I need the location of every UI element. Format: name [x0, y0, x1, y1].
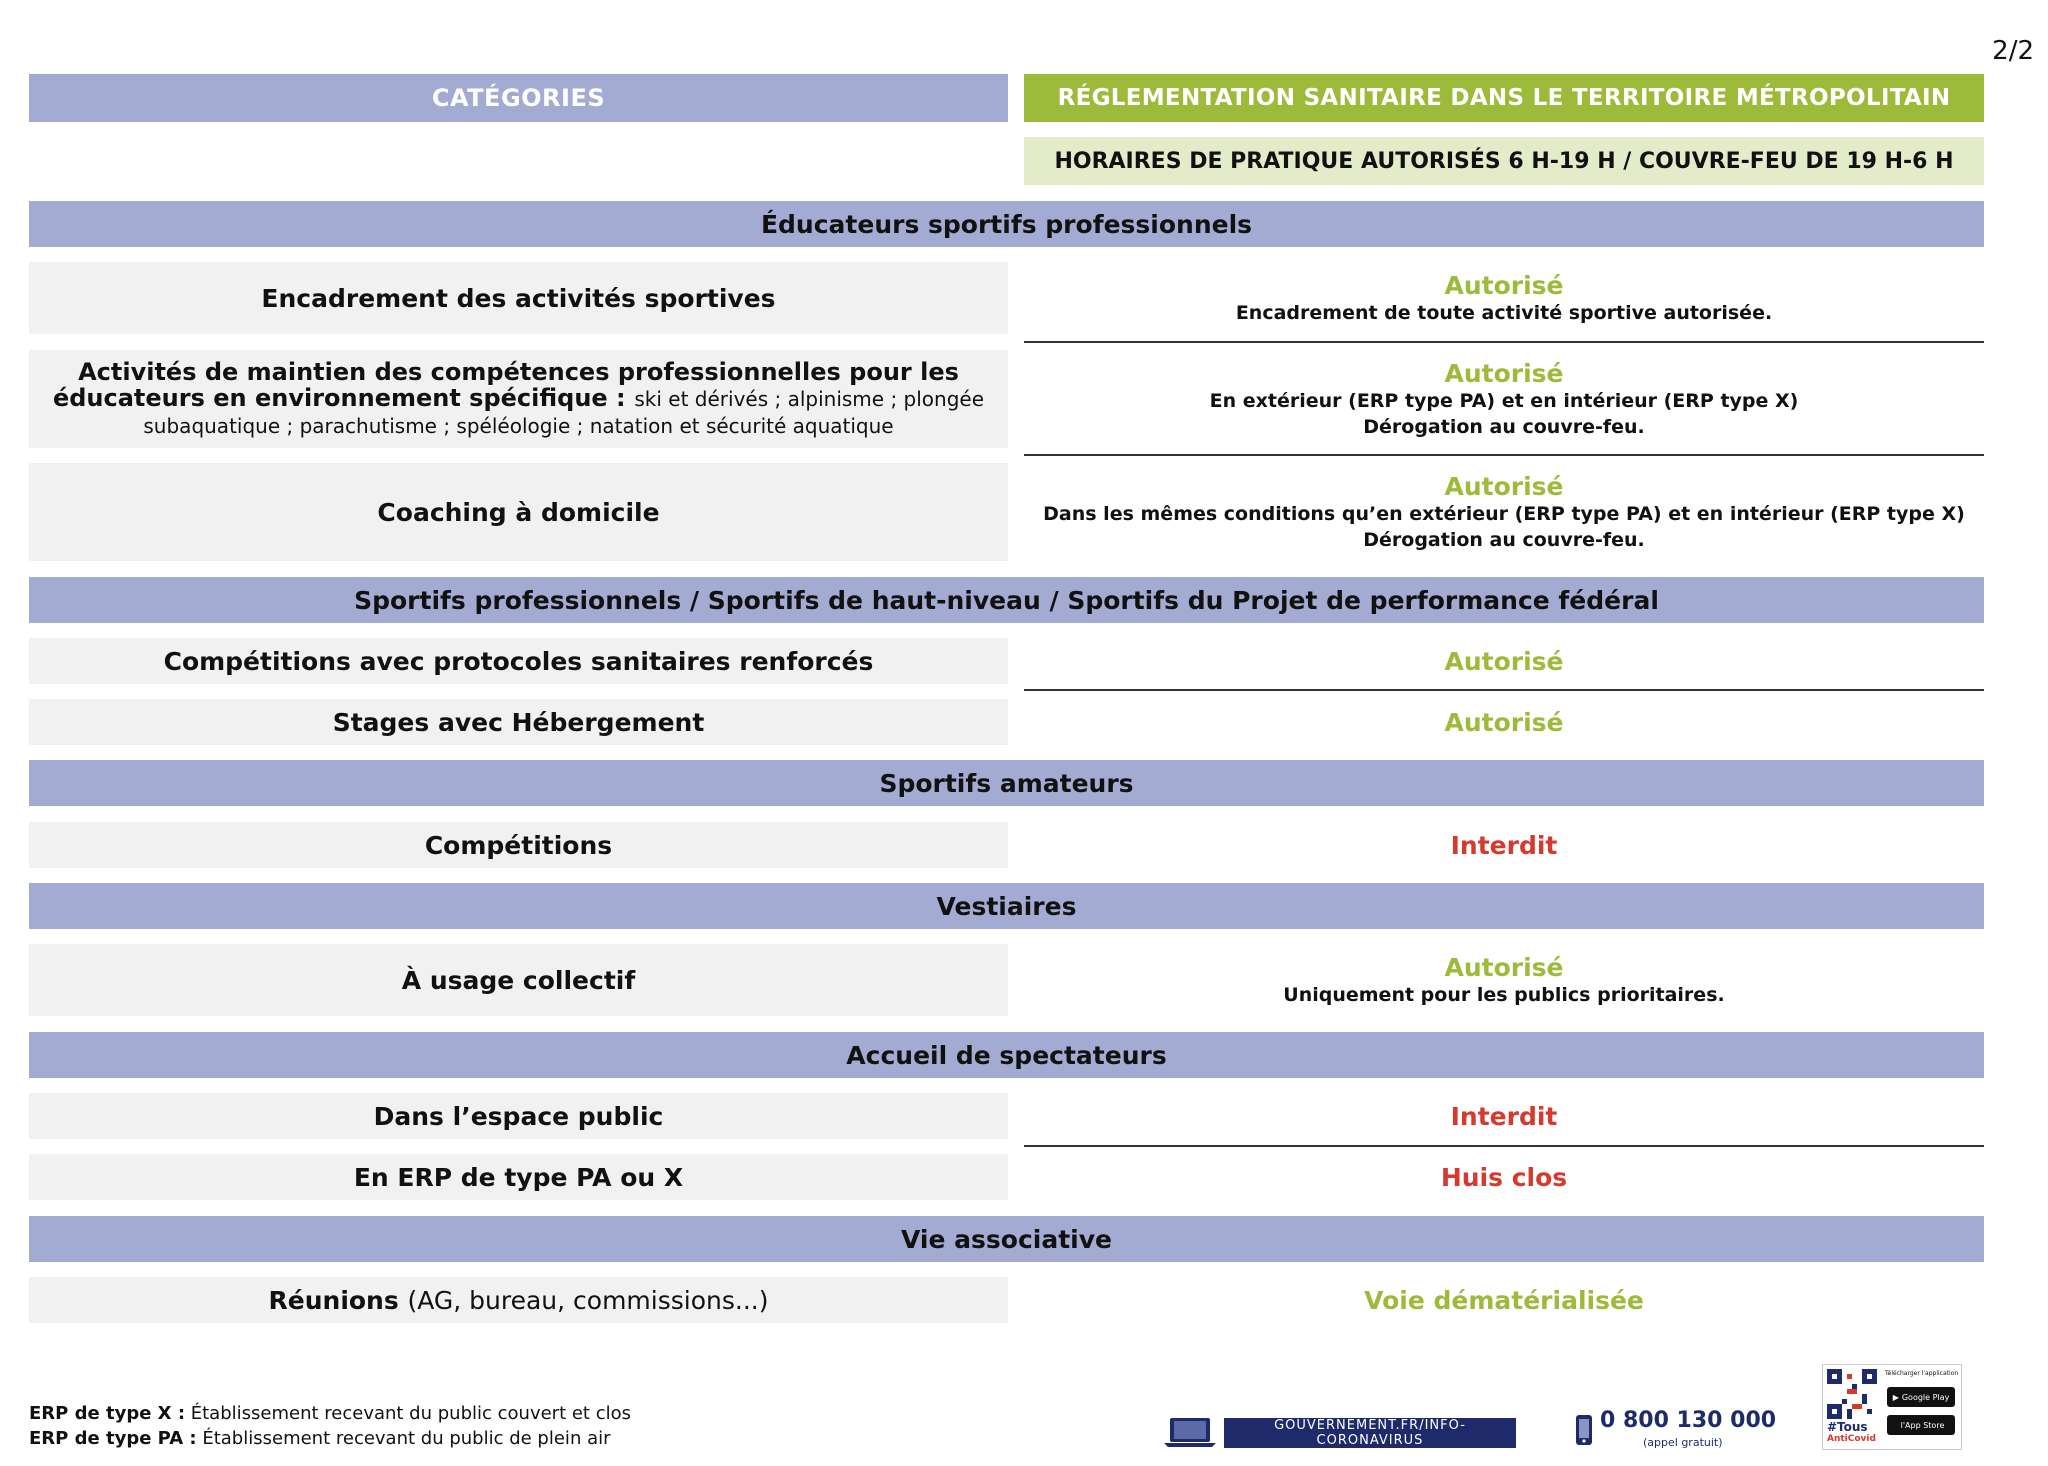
section-spectators: Accueil de spectateurs: [29, 1032, 1984, 1078]
row-label-maintien-competences: [29, 350, 1008, 448]
erp-pa-definition: [29, 1426, 749, 1451]
erp-definitions: [29, 1401, 749, 1451]
phone-note: (appel gratuit): [1643, 1436, 1723, 1449]
row-label-coaching: Coaching à domicile: [29, 463, 1008, 561]
row-separator: [1024, 341, 1984, 343]
label-details: ski et dérivés ; alpinisme ; plongée subaquatique ; parachutisme ; spéléologie ; natation et sécurité aquatique: [143, 387, 985, 438]
row-label-encadrement: Encadrement des activités sportives: [29, 262, 1008, 334]
row-separator: [1024, 1145, 1984, 1147]
status-authorized: Autorisé: [1444, 358, 1564, 388]
row-status-stages: [1024, 699, 1984, 745]
tousanticovid-logo: [1827, 1421, 1877, 1445]
erp-x-label: ERP de type X :: [29, 1403, 186, 1424]
erp-x-text: Établissement recevant du public couvert et clos: [190, 1403, 631, 1424]
row-label-competitions-protocols: Compétitions avec protocoles sanitaires renforcés: [29, 638, 1008, 684]
app-download-label: Télécharger l'application: [1885, 1370, 1959, 1377]
row-label-stages: Stages avec Hébergement: [29, 699, 1008, 745]
erp-pa-text: Établissement recevant du public de plein air: [202, 1428, 611, 1449]
section-associative-life: Vie associative: [29, 1216, 1984, 1262]
erp-pa-label: ERP de type PA :: [29, 1428, 197, 1449]
row-label-erp: En ERP de type PA ou X: [29, 1154, 1008, 1200]
status-detail: Uniquement pour les publics prioritaires.: [1283, 983, 1725, 1006]
status-authorized: Autorisé: [1444, 707, 1564, 737]
government-url-link[interactable]: GOUVERNEMENT.FR/INFO-CORONAVIRUS: [1224, 1418, 1516, 1448]
google-play-button[interactable]: [1887, 1387, 1955, 1407]
row-status-public-space: [1024, 1093, 1984, 1139]
status-detail: En extérieur (ERP type PA) et en intérieur (ERP type X): [1209, 389, 1799, 412]
status-authorized: Autorisé: [1444, 270, 1564, 300]
row-separator: [1024, 454, 1984, 456]
status-authorized: Autorisé: [1444, 646, 1564, 676]
tousanticovid-name: AntiCovid: [1827, 1434, 1876, 1444]
row-label-collective-use: À usage collectif: [29, 944, 1008, 1016]
status-detail-curfew: Dérogation au couvre-feu.: [1363, 415, 1645, 438]
status-virtual: Voie dématérialisée: [1364, 1285, 1644, 1315]
regulation-header: RÉGLEMENTATION SANITAIRE DANS LE TERRITOIRE MÉTROPOLITAIN: [1024, 74, 1984, 122]
google-play-label: Google Play: [1901, 1392, 1950, 1402]
section-pro-athletes: Sportifs professionnels / Sportifs de haut-niveau / Sportifs du Projet de performance fédéral: [29, 577, 1984, 623]
erp-x-definition: [29, 1401, 749, 1426]
row-status-competitions: [1024, 822, 1984, 868]
section-educators: Éducateurs sportifs professionnels: [29, 201, 1984, 247]
status-authorized: Autorisé: [1444, 952, 1564, 982]
label-details: (AG, bureau, commissions...): [407, 1285, 769, 1315]
app-store-button[interactable]: [1887, 1415, 1955, 1435]
status-forbidden: Interdit: [1450, 830, 1558, 860]
status-closed-doors: Huis clos: [1440, 1162, 1568, 1192]
label-bold: Activités de maintien des compétences professionnelles pour les éducateurs en environnement spécifique :: [52, 358, 959, 412]
row-status-collective-use: [1024, 944, 1984, 1016]
categories-header: CATÉGORIES: [29, 74, 1008, 122]
section-lockers: Vestiaires: [29, 883, 1984, 929]
qr-code-icon: [1827, 1369, 1877, 1419]
hours-header: HORAIRES DE PRATIQUE AUTORISÉS 6 H-19 H / COUVRE-FEU DE 19 H-6 H: [1024, 137, 1984, 185]
section-amateurs: Sportifs amateurs: [29, 760, 1984, 806]
row-status-coaching: [1024, 463, 1984, 561]
row-separator: [1024, 689, 1984, 691]
page-number: 2/2: [1992, 36, 2034, 66]
app-store-label: l'App Store: [1900, 1420, 1945, 1430]
phone-number[interactable]: 0 800 130 000: [1600, 1408, 1777, 1433]
row-status-erp: [1024, 1154, 1984, 1200]
row-status-maintien-competences: [1024, 350, 1984, 448]
row-status-encadrement: [1024, 262, 1984, 334]
label-bold: Réunions: [268, 1285, 399, 1315]
row-status-competitions-protocols: [1024, 638, 1984, 684]
status-detail: Dans les mêmes conditions qu’en extérieur (ERP type PA) et en intérieur (ERP type X): [1043, 502, 1965, 525]
laptop-icon: [1162, 1416, 1218, 1448]
status-authorized: Autorisé: [1444, 471, 1564, 501]
row-label-public-space: Dans l’espace public: [29, 1093, 1008, 1139]
phone-icon: [1574, 1414, 1594, 1446]
status-forbidden: Interdit: [1450, 1101, 1558, 1131]
status-detail-curfew: Dérogation au couvre-feu.: [1363, 528, 1645, 551]
tousanticovid-block: [1822, 1364, 1962, 1450]
row-label-competitions: Compétitions: [29, 822, 1008, 868]
row-label-meetings: [29, 1277, 1008, 1323]
play-icon: ▶: [1892, 1392, 1899, 1402]
status-detail: Encadrement de toute activité sportive autorisée.: [1235, 301, 1773, 324]
row-status-meetings: [1024, 1277, 1984, 1323]
tousanticovid-hashtag: #Tous: [1827, 1420, 1868, 1434]
